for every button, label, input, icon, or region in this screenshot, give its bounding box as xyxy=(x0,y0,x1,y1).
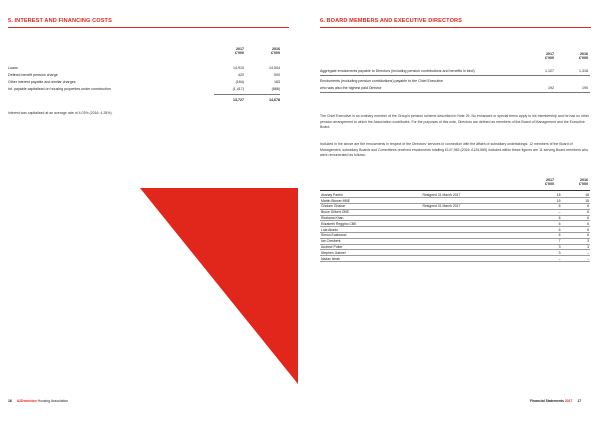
section-title-board: 6. BOARD MEMBERS AND EXECUTIVE DIRECTORS xyxy=(320,18,462,24)
member-value-2017: 7 xyxy=(533,238,561,244)
member-value-2017: 3 xyxy=(533,250,561,256)
member-name: Andrew Potter xyxy=(320,244,422,250)
col-header-2017: 2017 £'000 xyxy=(545,52,554,61)
table-cell: 14,504 xyxy=(269,66,280,70)
members-col-header-2017: 2017 £'000 xyxy=(545,178,554,187)
section-rule xyxy=(8,27,289,28)
member-name: Elizabeth Reggino CBE xyxy=(320,221,422,227)
table-cell: (1,417) xyxy=(232,87,244,91)
section-title-interest: 5. INTEREST AND FINANCING COSTS xyxy=(8,18,112,24)
member-name: Lola Abadu xyxy=(320,227,422,233)
table-row: Emoluments (excluding pension contributions) payable to the Chief Executive xyxy=(320,79,444,83)
member-value-2017: 15 xyxy=(533,198,561,204)
member-name: Simon Eastwood xyxy=(320,233,422,239)
table-row: Loans xyxy=(8,66,18,70)
member-value-2016: 6 xyxy=(562,204,590,210)
table-cell: 190 xyxy=(582,86,588,90)
row-rule xyxy=(320,75,590,76)
member-name: Stephen Gabriel xyxy=(320,250,422,256)
member-value-2016: – xyxy=(562,250,590,256)
member-note: Resigned 31 March 2017 xyxy=(422,192,534,198)
member-value-2017: 3 xyxy=(533,244,561,250)
left-footer: 16 A2Dominion Housing Association xyxy=(8,399,69,403)
member-value-2016: – xyxy=(562,256,590,262)
member-value-2017: – xyxy=(533,209,561,215)
right-footer: Financial Statements 2017 17 xyxy=(530,399,582,403)
table-row: Other interest payable and similar charges xyxy=(8,80,76,84)
table-cell: 14,910 xyxy=(233,66,244,70)
table-row: Defined benefit pension charge xyxy=(8,73,58,77)
row-rule xyxy=(320,92,590,93)
member-name: Martin Blower MBE xyxy=(320,198,422,204)
member-note xyxy=(422,256,534,262)
member-value-2016: 6 xyxy=(562,221,590,227)
member-value-2016: 3 xyxy=(562,238,590,244)
col-header-2017: 2017 £'000 xyxy=(235,47,244,56)
section-rule xyxy=(320,27,591,28)
member-note: Resigned 31 March 2017 xyxy=(422,204,534,210)
table-row xyxy=(320,256,590,262)
total-rule xyxy=(214,94,280,95)
member-value-2016: 6 xyxy=(562,233,590,239)
table-cell: 500 xyxy=(274,73,280,77)
members-header-rule xyxy=(320,190,590,191)
members-table xyxy=(320,192,590,262)
member-value-2017: 18 xyxy=(533,192,561,198)
total-2017: 13,727 xyxy=(233,98,244,102)
red-triangle-graphic xyxy=(138,188,300,388)
col-header-2016: 2016 £'000 xyxy=(271,47,280,56)
table-row: Aggregate emoluments payable to Directors (including pension contributions and benefits in kind) xyxy=(320,69,475,73)
member-value-2017: 6 xyxy=(533,233,561,239)
member-name: Nadav Ishak xyxy=(320,256,422,262)
table-cell: 183 xyxy=(274,80,280,84)
member-name: Gholam Ghahar xyxy=(320,204,422,210)
table-cell: 420 xyxy=(238,73,244,77)
member-value-2016: 6 xyxy=(562,209,590,215)
table-row: who was also the highest paid Director xyxy=(320,86,382,90)
member-value-2017: 6 xyxy=(533,227,561,233)
pension-paragraph: The Chief Executive is an ordinary member of the Group's pension scheme described in Note 29. No enhanced or special terms apply to his membership and he has no other pension arrangement to which the Association contributes. For the purposes of this note, Directors are defined as members of the Board of Management and the Executive Board. xyxy=(320,114,589,130)
member-value-2016: 6 xyxy=(562,215,590,221)
table-cell: (886) xyxy=(271,87,280,91)
member-value-2016: 18 xyxy=(562,192,590,198)
member-value-2016: 6 xyxy=(562,227,590,233)
interest-note: Interest was capitalised at an average rate of 4.03% (2016: 4.28%). xyxy=(8,111,113,115)
member-value-2017: 6 xyxy=(533,215,561,221)
member-value-2017: 6 xyxy=(533,204,561,210)
table-cell: (184) xyxy=(235,80,244,84)
table-cell: 1,127 xyxy=(545,69,554,73)
member-value-2017: 6 xyxy=(533,221,561,227)
table-row: Int. payable capitalised on housing properties under construction xyxy=(8,87,111,91)
table-cell: 1,318 xyxy=(579,69,588,73)
member-value-2017: – xyxy=(533,256,561,262)
members-col-header-2016: 2016 £'000 xyxy=(579,178,588,187)
right-page xyxy=(300,0,600,424)
member-value-2016: 3 xyxy=(562,244,590,250)
col-header-2016: 2016 £'000 xyxy=(579,52,588,61)
member-name: Bruce Gilbert OBE xyxy=(320,209,422,215)
member-name: Akshay Parikh xyxy=(320,192,422,198)
member-name: Ian Cresbent xyxy=(320,238,422,244)
member-name: Shahana Khan xyxy=(320,215,422,221)
member-value-2016: 15 xyxy=(562,198,590,204)
emoluments-paragraph: Included in the above are the emoluments in respect of the Directors' services in connection with the affairs of subsidiary undertakings. 12 members of the Board of Management, subsidiary Boards and Committees received emoluments totalling £147,983 (2016: £126,565) included within these figures are 11 serving Board members who were remunerated as follows: xyxy=(320,142,589,158)
table-cell: 192 xyxy=(548,86,554,90)
total-2016: 14,678 xyxy=(269,98,280,102)
